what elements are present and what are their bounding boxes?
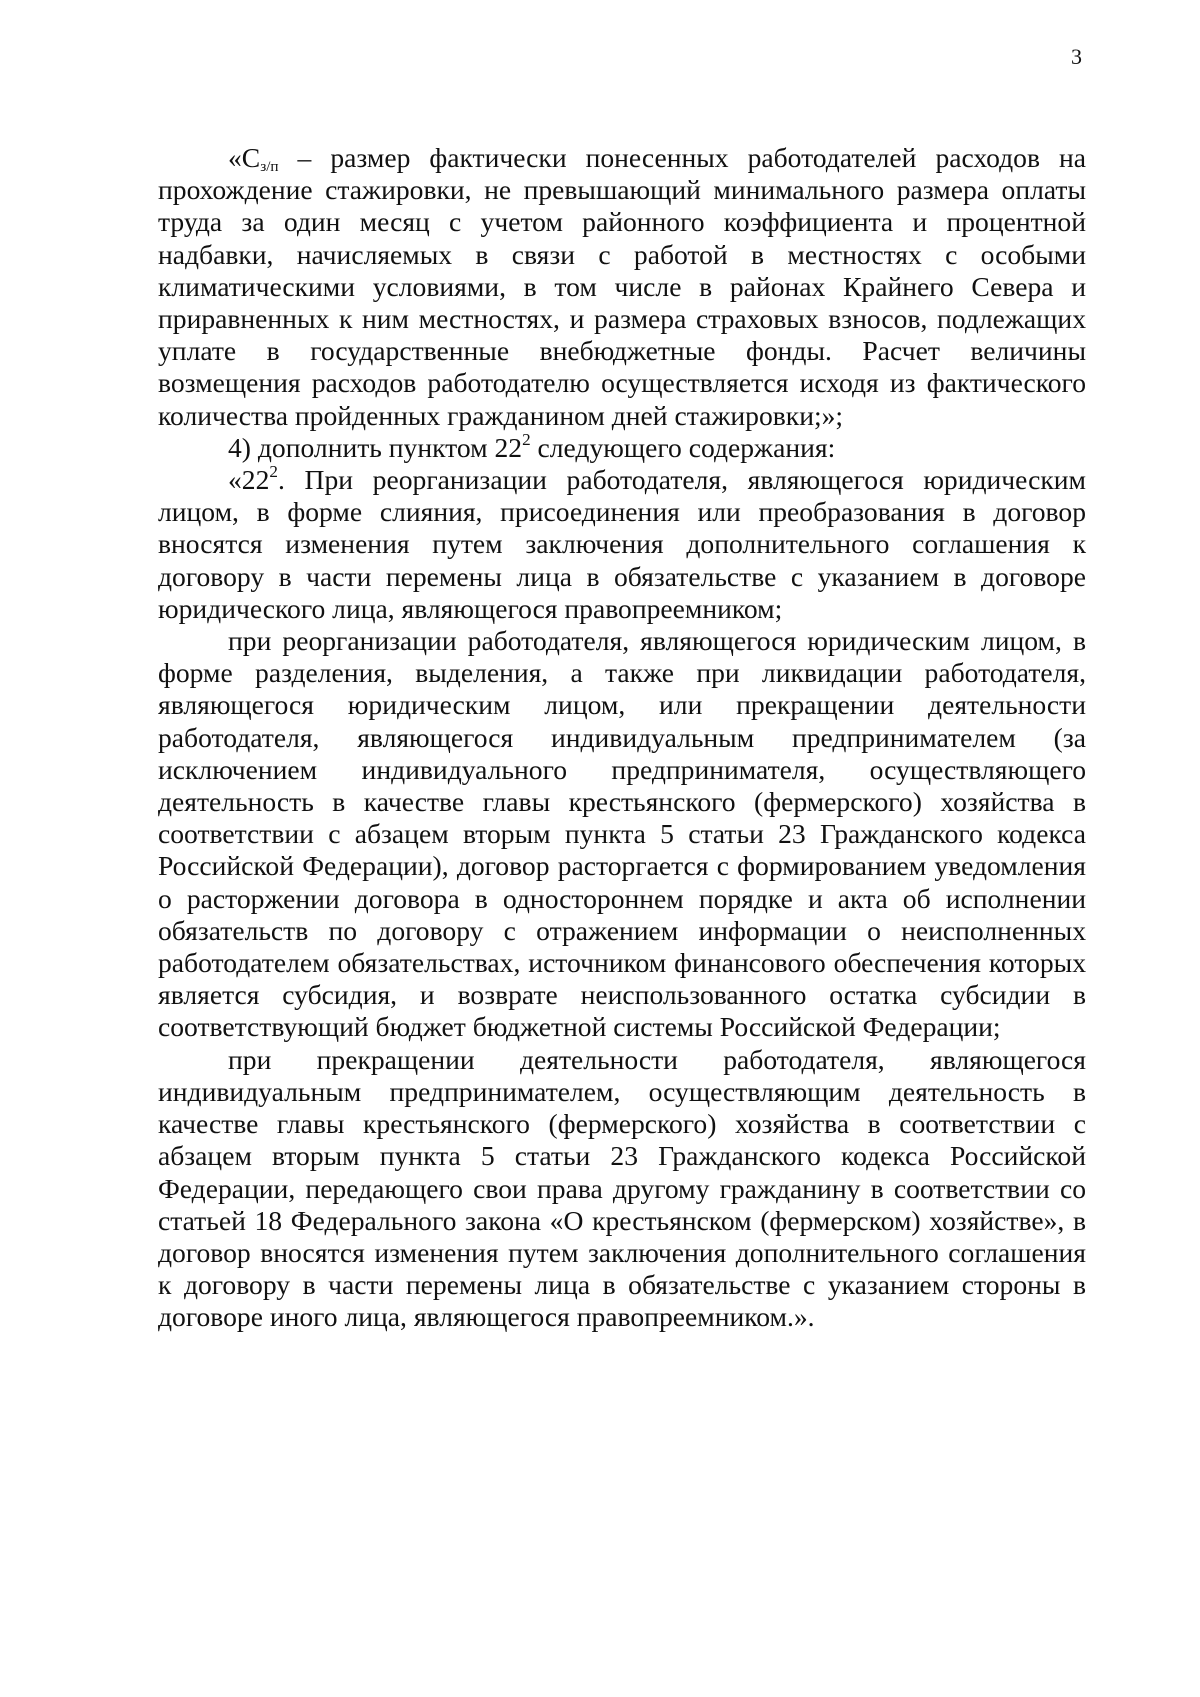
superscript: 2	[522, 429, 531, 449]
paragraph-cost-definition	[158, 142, 1086, 432]
paragraph-text: следующего содержания:	[530, 431, 836, 463]
formula-subscript: з/п	[260, 157, 279, 175]
page-number: 3	[1071, 44, 1082, 69]
paragraph-text: 4) дополнить пунктом 22	[228, 431, 523, 463]
paragraph-clause-22-2	[158, 464, 1086, 625]
paragraph-reorganization-termination: при реорганизации работодателя, являющегося юридическим лицом, в форме разделения, выделения, а также при ликвидации работодателя, являющегося юридическим лицом, или прекращении деятельности работодателя, являющегося индивидуальным предпринимателем (за исключением индивидуального предпринимателя, осуществляющего деятельность в качестве главы крестьянского (фермерского) хозяйства в соответствии с абзацем вторым пункта 5 статьи 23 Гражданского кодекса Российской Федерации), договор расторгается с формированием уведомления о расторжении договора в одностороннем порядке и акта об исполнении обязательств по договору с отражением информации о неисполненных работодателем обязательствах, источником финансового обеспечения которых является субсидия, и возврате неиспользованного остатка субсидии в соответствующий бюджет бюджетной системы Российской Федерации;	[158, 625, 1086, 1043]
paragraph-text: . При реорганизации работодателя, являющегося юридическим лицом, в форме слияния, присоединения или преобразования в договор вносятся изменения путем заключения дополнительного соглашения к договору в части перемены лица в обязательстве с указанием в договоре юридического лица, являющегося правопреемником;	[158, 464, 1086, 624]
clause-number: «22	[228, 464, 270, 496]
paragraph-farm-head-termination: при прекращении деятельности работодателя, являющегося индивидуальным предпринимателем, осуществляющим деятельность в качестве главы крестьянского (фермерского) хозяйства в соответствии с абзацем вторым пункта 5 статьи 23 Гражданского кодекса Российской Федерации, передающего свои права другому гражданину в соответствии со статьей 18 Федерального закона «О крестьянском (фермерском) хозяйстве», в договор вносятся изменения путем заключения дополнительного соглашения к договору в части перемены лица в обязательстве с указанием стороны в договоре иного лица, являющегося правопреемником.».	[158, 1043, 1086, 1333]
superscript: 2	[269, 462, 278, 482]
paragraph-text: – размер фактически понесенных работодателей расходов на прохождение стажировки, не превышающий минимального размера оплаты труда за один месяц с учетом районного коэффициента и процентной надбавки, начисляемых в связи с работой в местностях с особыми климатическими условиями, в том числе в районах Крайнего Севера и приравненных к ним местностях, и размера страховых взносов, подлежащих уплате в государственные внебюджетные фонды. Расчет величины возмещения расходов работодателю осуществляется исходя из фактического количества пройденных гражданином дней стажировки;»;	[158, 142, 1086, 431]
formula-symbol: «С	[228, 142, 261, 173]
document-body	[158, 142, 1086, 1334]
paragraph-amendment-item-4	[158, 429, 1086, 464]
